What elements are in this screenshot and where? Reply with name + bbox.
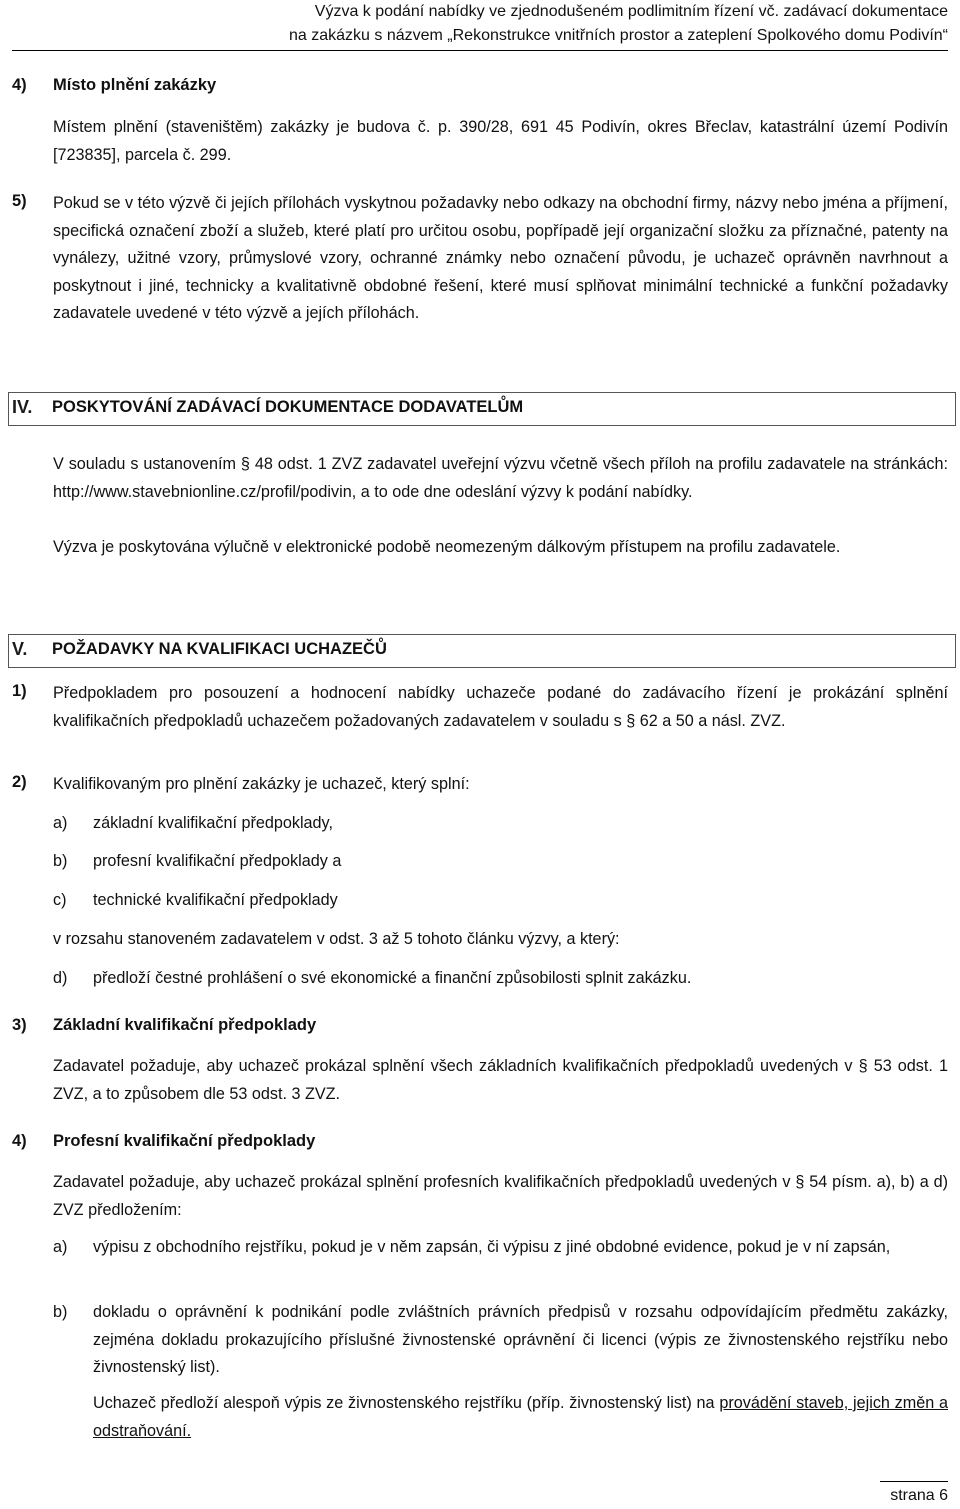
section-v-heading <box>8 634 956 668</box>
section-iv-title: POSKYTOVÁNÍ ZADÁVACÍ DOKUMENTACE DODAVATELŮM <box>52 398 524 416</box>
v-item-2a-text: základní kvalifikační předpoklady, <box>93 814 333 832</box>
v-item-4-number: 4) <box>12 1132 27 1150</box>
section-v-number: V. <box>12 639 28 659</box>
v-item-1-text: Předpokladem pro posouzení a hodnocení nabídky uchazeče podané do zadávacího řízení je prokázání splnění kvalifikačních předpokladů uchazečem požadovaných zadavatelem v souladu s § 62 a 50 a násl. ZVZ. <box>53 684 948 730</box>
v-item-2-text: Kvalifikovaným pro plnění zakázky je uchazeč, který splní: <box>53 775 470 793</box>
section-iv-number: IV. <box>12 397 33 417</box>
v-item-2a-label: a) <box>53 814 68 832</box>
v-item-2c-text: technické kvalifikační předpoklady <box>93 891 338 909</box>
v-item-2c-label: c) <box>53 891 67 909</box>
item-4-text: Místem plnění (staveništěm) zakázky je budova č. p. 390/28, 691 45 Podivín, okres Břeclav, katastrální území Podivín [723835], parcela č. 299. <box>53 118 948 164</box>
section-v-title: POŽADAVKY NA KVALIFIKACI UCHAZEČŮ <box>52 640 387 658</box>
item-4-title: Místo plnění zakázky <box>53 76 217 94</box>
v-item-4-note-underlined: provádění staveb, jejich změn a odstraňování. <box>93 1394 949 1440</box>
footer-rule <box>880 1481 948 1482</box>
section-iv-p1-end: , a to ode dne odeslání výzvy k podání nabídky. <box>351 482 693 501</box>
header-line-2: na zakázku s názvem „Rekonstrukce vnitřních prostor a zateplení Spolkového domu Podivín“ <box>289 27 948 44</box>
v-item-4b-label: b) <box>53 1303 68 1321</box>
header-rule <box>12 50 948 51</box>
section-iv-paragraph-2: Výzva je poskytována výlučně v elektronické podobě neomezeným dálkovým přístupem na profilu zadavatele. <box>53 538 841 556</box>
profile-link[interactable]: http://www.stavebnionline.cz/profil/podivin <box>53 482 352 501</box>
v-item-4a-label: a) <box>53 1238 68 1256</box>
v-item-3-text: Zadavatel požaduje, aby uchazeč prokázal splnění všech základních kvalifikačních předpokladů uvedených v § 53 odst. 1 ZVZ, a to způsobem dle 53 odst. 3 ZVZ. <box>53 1057 948 1103</box>
page-header <box>48 0 948 48</box>
item-4-number: 4) <box>12 76 27 94</box>
section-iv-p1-start: V souladu s ustanovením § 48 odst. 1 ZVZ zadavatel uveřejní výzvu včetně všech příloh na profilu zadavatele na stránkách: <box>53 455 948 473</box>
page-number: strana 6 <box>890 1487 948 1504</box>
v-item-4-note-text: Uchazeč předloží alespoň výpis ze živnostenského rejstříku (příp. živnostenský list) na <box>93 1394 720 1412</box>
v-item-2b-label: b) <box>53 852 68 870</box>
v-item-4a-text: výpisu z obchodního rejstříku, pokud je v něm zapsán, či výpisu z jiné obdobné evidence, pokud je v ní zapsán, <box>93 1238 891 1256</box>
v-item-4b-text: dokladu o oprávnění k podnikání podle zvláštních právních předpisů v rozsahu odpovídajícím předmětu zakázky, zejména dokladu prokazujícího příslušné živnostenské oprávnění či licenci (výpis ze živnostenského rejstříku nebo živnostenský list). <box>93 1303 948 1376</box>
v-item-4-text: Zadavatel požaduje, aby uchazeč prokázal splnění profesních kvalifikačních předpokladů uvedených v § 54 písm. a), b) a d) ZVZ předložením: <box>53 1173 948 1219</box>
v-item-4-note <box>93 1390 948 1445</box>
v-item-2-mid-text: v rozsahu stanoveném zadavatelem v odst. 3 až 5 tohoto článku výzvy, a který: <box>53 930 620 948</box>
v-item-3-title: Základní kvalifikační předpoklady <box>53 1016 317 1034</box>
item-5-text: Pokud se v této výzvě či jejích přílohách vyskytnou požadavky nebo odkazy na obchodní firmy, názvy nebo jména a příjmení, specifická označení zboží a služeb, které platí pro určitou osobu, popřípadě její organizační složku za příznačné, patenty na vynálezy, užitné vzory, průmyslové vzory, ochranné známky nebo označení původu, je uchazeč oprávněn navrhnout a poskytnout i jiné, technicky a kvalitativně obdobné řešení, které musí splňovat minimální technické a funkční požadavky zadavatele uvedené v této výzvě a jejích přílohách. <box>53 194 948 322</box>
v-item-3-number: 3) <box>12 1016 27 1034</box>
v-item-2d-text: předloží čestné prohlášení o své ekonomické a finanční způsobilosti splnit zakázku. <box>93 969 692 987</box>
v-item-2-number: 2) <box>12 773 27 791</box>
header-line-1: Výzva k podání nabídky ve zjednodušeném podlimitním řízení vč. zadávací dokumentace <box>314 3 948 20</box>
section-iv-paragraph-1 <box>53 451 948 506</box>
section-iv-heading <box>8 392 956 426</box>
v-item-4-title: Profesní kvalifikační předpoklady <box>53 1132 316 1150</box>
v-item-2d-label: d) <box>53 969 68 987</box>
v-item-1-number: 1) <box>12 682 27 700</box>
item-5-number: 5) <box>12 192 27 210</box>
v-item-2b-text: profesní kvalifikační předpoklady a <box>93 852 342 870</box>
